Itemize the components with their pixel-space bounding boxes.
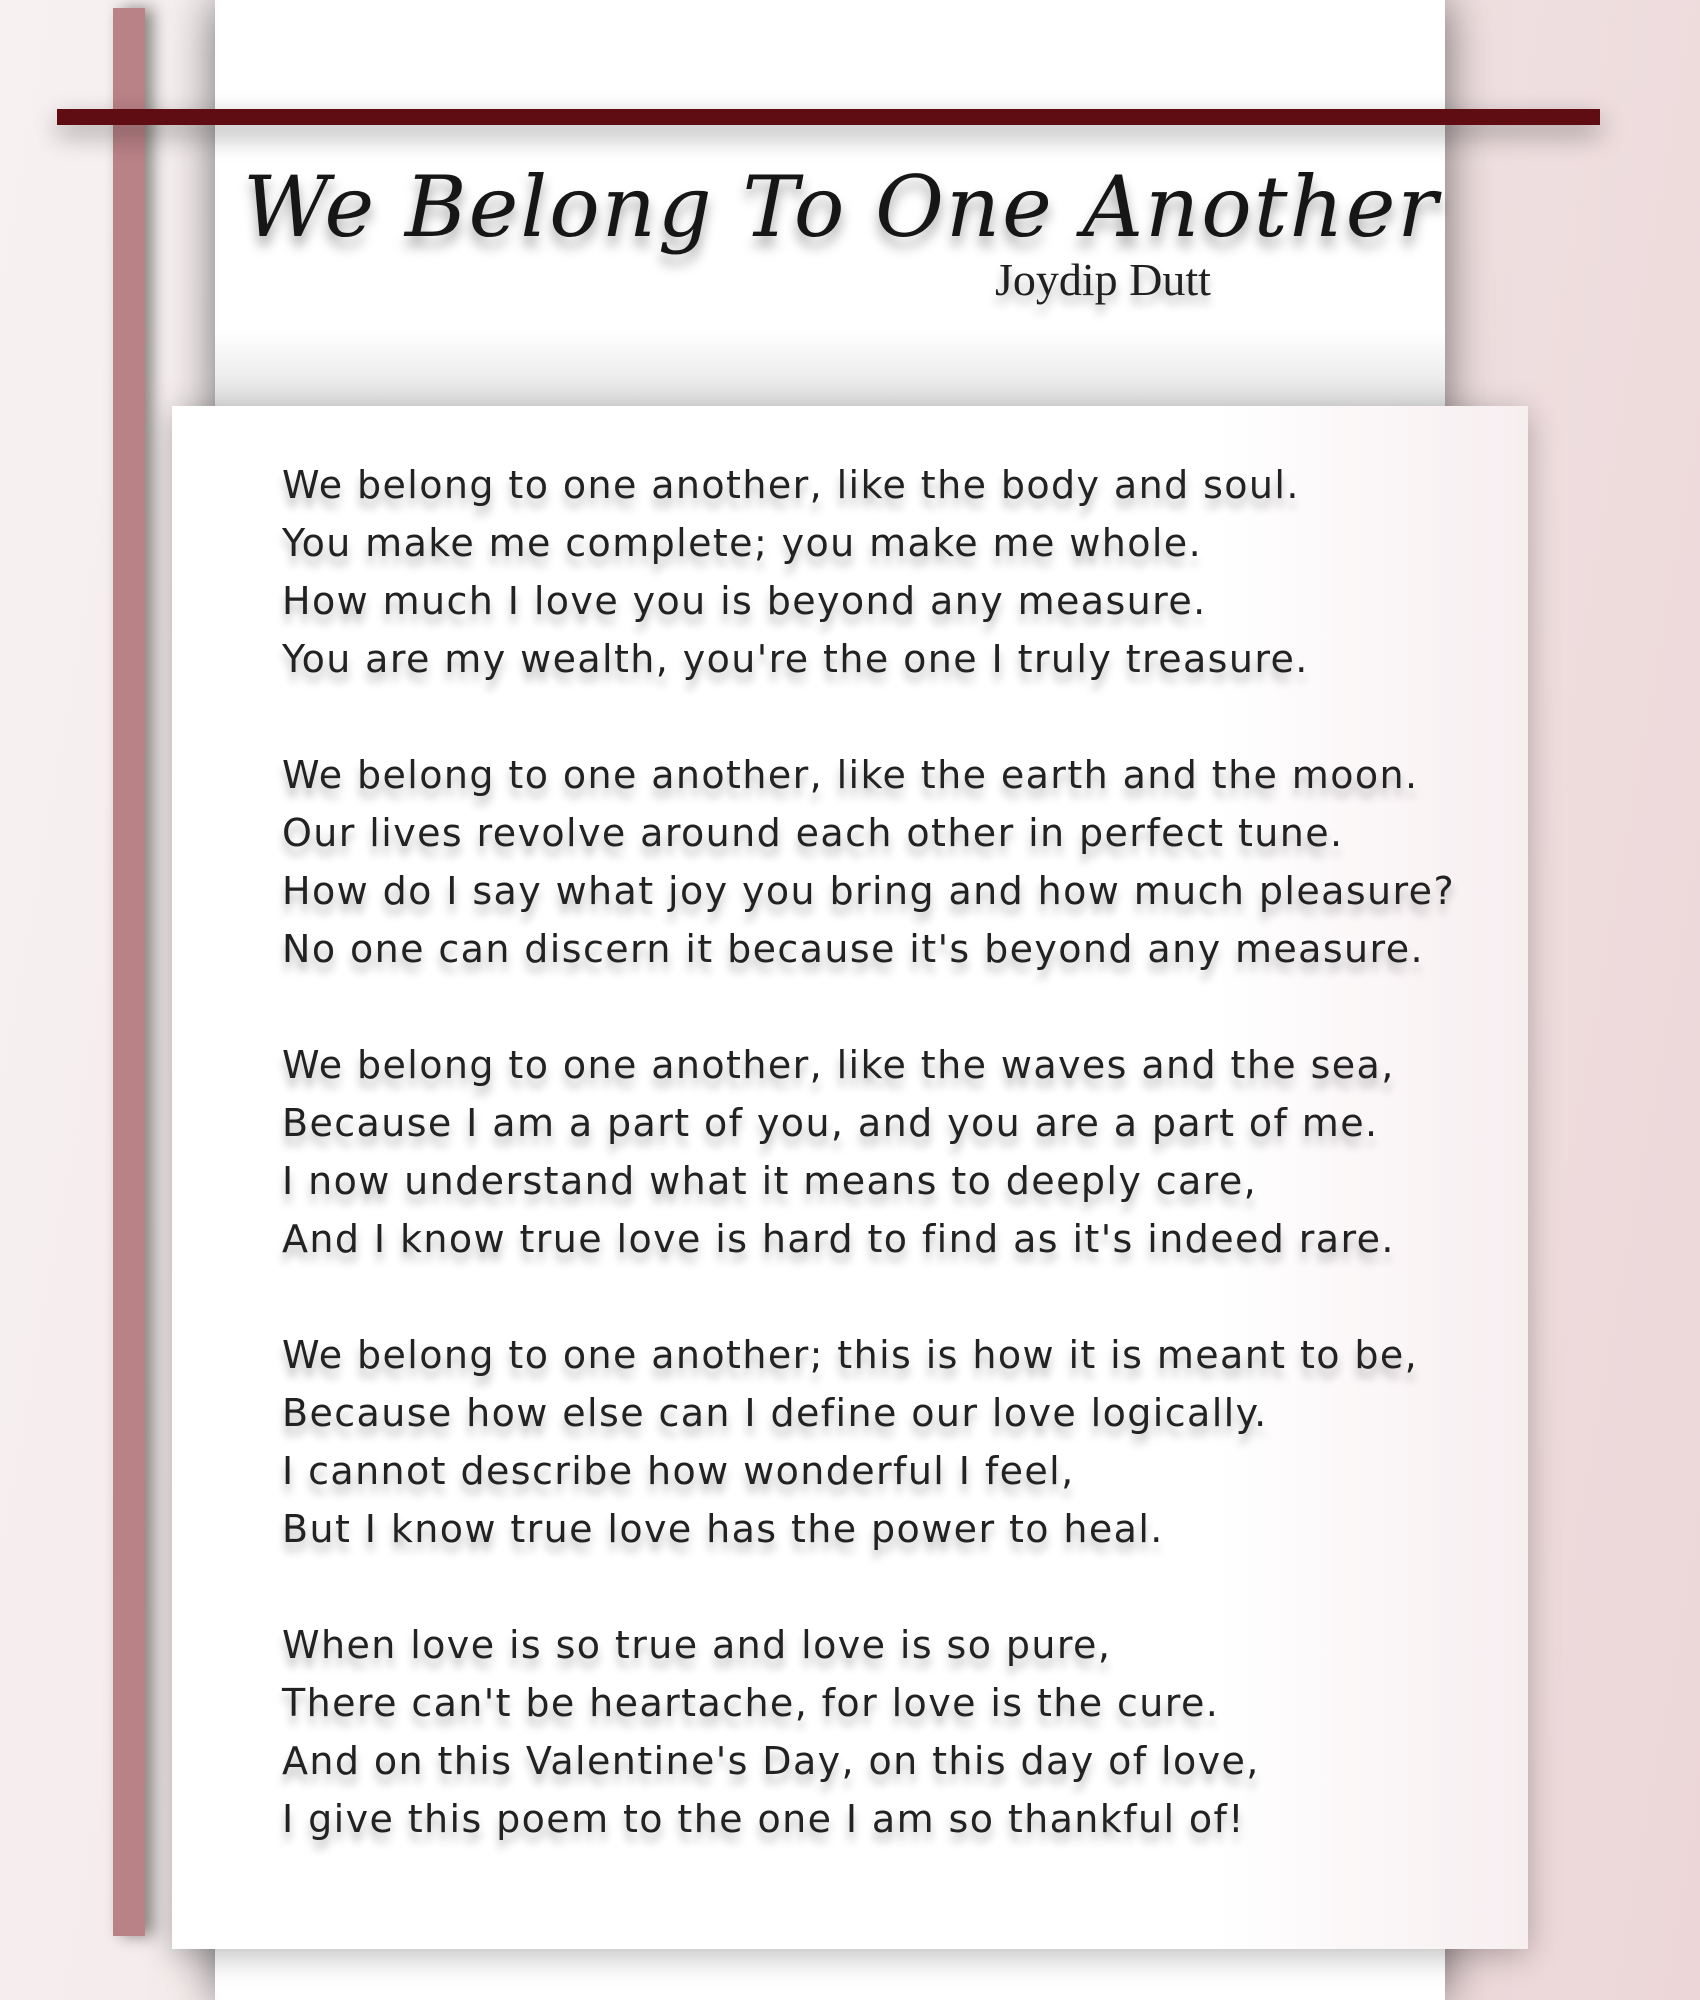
poem-line: When love is so true and love is so pure, [282,1623,1112,1667]
stanza-3 [282,1036,1482,1268]
poem-line: Because how else can I define our love logically. [282,1391,1268,1435]
poem-line: But I know true love has the power to heal. [282,1507,1164,1551]
stanza-1 [282,456,1482,688]
poem-line: You make me complete; you make me whole. [282,521,1203,565]
title-area [215,150,1445,320]
poem-line: I cannot describe how wonderful I feel, [282,1449,1075,1493]
poem-line: Because I am a part of you, and you are a part of me. [282,1101,1379,1145]
stanza-5 [282,1616,1482,1848]
poem-line: And on this Valentine's Day, on this day of love, [282,1739,1260,1783]
poem-line: We belong to one another, like the earth and the moon. [282,753,1419,797]
poem-line: We belong to one another, like the waves and the sea, [282,1043,1395,1087]
poem-line: There can't be heartache, for love is the cure. [282,1681,1220,1725]
poem-line: I give this poem to the one I am so thankful of! [282,1797,1245,1841]
poem-line: Our lives revolve around each other in perfect tune. [282,811,1344,855]
poem-line: We belong to one another; this is how it is meant to be, [282,1333,1419,1377]
poem-line: We belong to one another, like the body and soul. [282,463,1300,507]
horizontal-accent-bar [57,109,1600,125]
vertical-accent-bar [113,8,145,1936]
poem-title: We Belong To One Another [243,158,1440,256]
poem-line: How much I love you is beyond any measure. [282,579,1207,623]
poem-line: How do I say what joy you bring and how much pleasure? [282,869,1456,913]
poem-line: And I know true love is hard to find as it's indeed rare. [282,1217,1395,1261]
column-shade [215,330,1445,410]
poem-body [282,456,1482,1906]
stanza-4 [282,1326,1482,1558]
poem-line: I now understand what it means to deeply care, [282,1159,1258,1203]
poem-line: No one can discern it because it's beyond any measure. [282,927,1424,971]
stanza-2 [282,746,1482,978]
poem-author: Joydip Dutt [995,254,1211,305]
poem-line: You are my wealth, you're the one I truly treasure. [282,637,1309,681]
poem-panel [172,406,1528,1949]
